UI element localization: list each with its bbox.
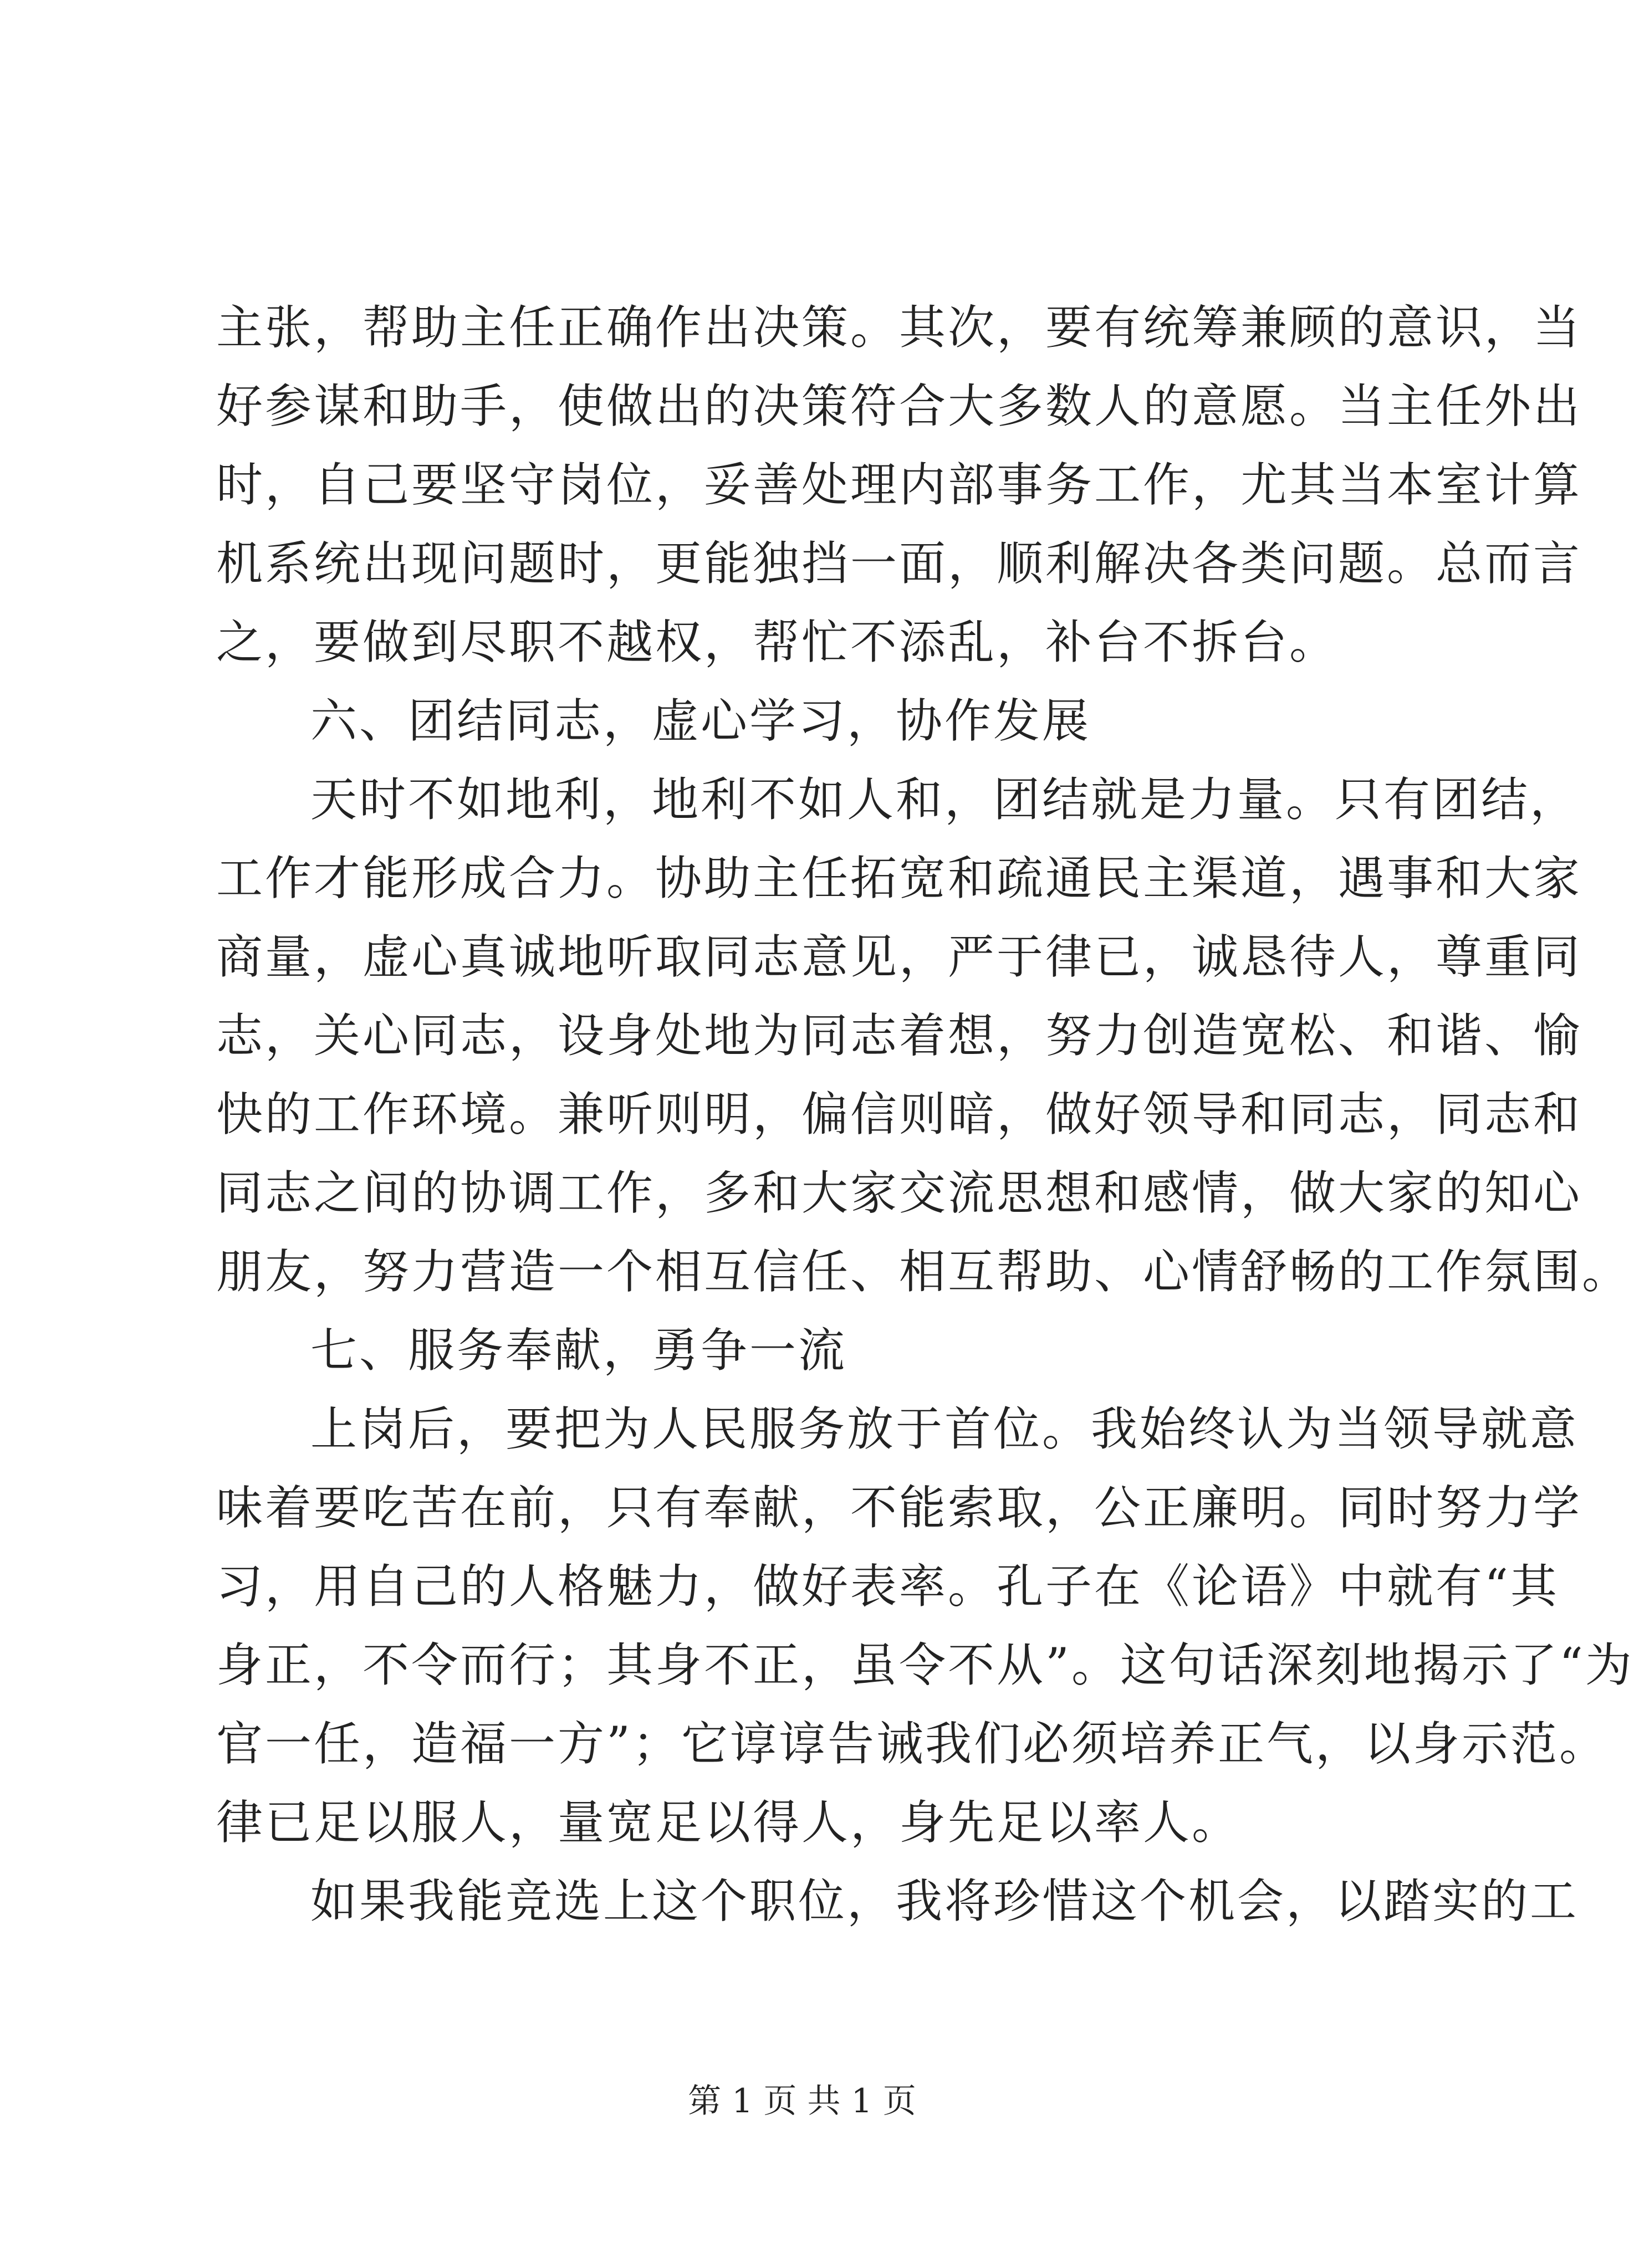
page-footer: 第 1 页 共 1 页 bbox=[688, 2082, 916, 2121]
text-line: 味着要吃苦在前，只有奉献，不能索取，公正廉明。同时努力学 bbox=[216, 1481, 1582, 1535]
section-heading-6: 六、团结同志，虚心学习，协作发展 bbox=[310, 694, 1091, 748]
text-line: 律已足以服人，量宽足以得人，身先足以率人。 bbox=[216, 1795, 1241, 1850]
text-line: 机系统出现问题时，更能独挡一面，顺利解决各类问题。总而言 bbox=[216, 536, 1582, 591]
text-line: 志，关心同志，设身处地为同志着想，努力创造宽松、和谐、愉 bbox=[216, 1008, 1582, 1063]
text-line: 好参谋和助手，使做出的决策符合大多数人的意愿。当主任外出 bbox=[216, 379, 1582, 433]
paragraph-first-line: 如果我能竞选上这个职位，我将珍惜这个机会，以踏实的工 bbox=[310, 1874, 1579, 1928]
text-line: 身正，不令而行；其身不正，虽令不从”。这句话深刻地揭示了“为 bbox=[216, 1638, 1634, 1692]
text-line: 时，自己要坚守岗位，妥善处理内部事务工作，尤其当本室计算 bbox=[216, 458, 1582, 512]
text-line: 之，要做到尽职不越权，帮忙不添乱，补台不拆台。 bbox=[216, 615, 1339, 669]
text-line: 同志之间的协调工作，多和大家交流思想和感情，做大家的知心 bbox=[216, 1166, 1582, 1220]
paragraph-first-line: 上岗后，要把为人民服务放于首位。我始终认为当领导就意 bbox=[310, 1402, 1579, 1456]
text-line: 工作才能形成合力。协助主任拓宽和疏通民主渠道，遇事和大家 bbox=[216, 851, 1582, 905]
text-line: 快的工作环境。兼听则明，偏信则暗，做好领导和同志，同志和 bbox=[216, 1087, 1582, 1141]
section-heading-7: 七、服务奉献，勇争一流 bbox=[310, 1323, 847, 1378]
text-line: 官一任，造福一方”；它谆谆告诫我们必须培养正气，以身示范。 bbox=[216, 1717, 1608, 1771]
text-line: 朋友，努力营造一个相互信任、相互帮助、心情舒畅的工作氛围。 bbox=[216, 1245, 1631, 1299]
text-line: 主张，帮助主任正确作出决策。其次，要有统筹兼顾的意识，当 bbox=[216, 300, 1582, 355]
document-body bbox=[216, 288, 1634, 1941]
paragraph-first-line: 天时不如地利，地利不如人和，团结就是力量。只有团结， bbox=[310, 772, 1579, 827]
text-line: 习，用自己的人格魅力，做好表率。孔子在《论语》中就有“其 bbox=[216, 1559, 1559, 1614]
text-line: 商量，虚心真诚地听取同志意见，严于律已，诚恳待人，尊重同 bbox=[216, 930, 1582, 984]
